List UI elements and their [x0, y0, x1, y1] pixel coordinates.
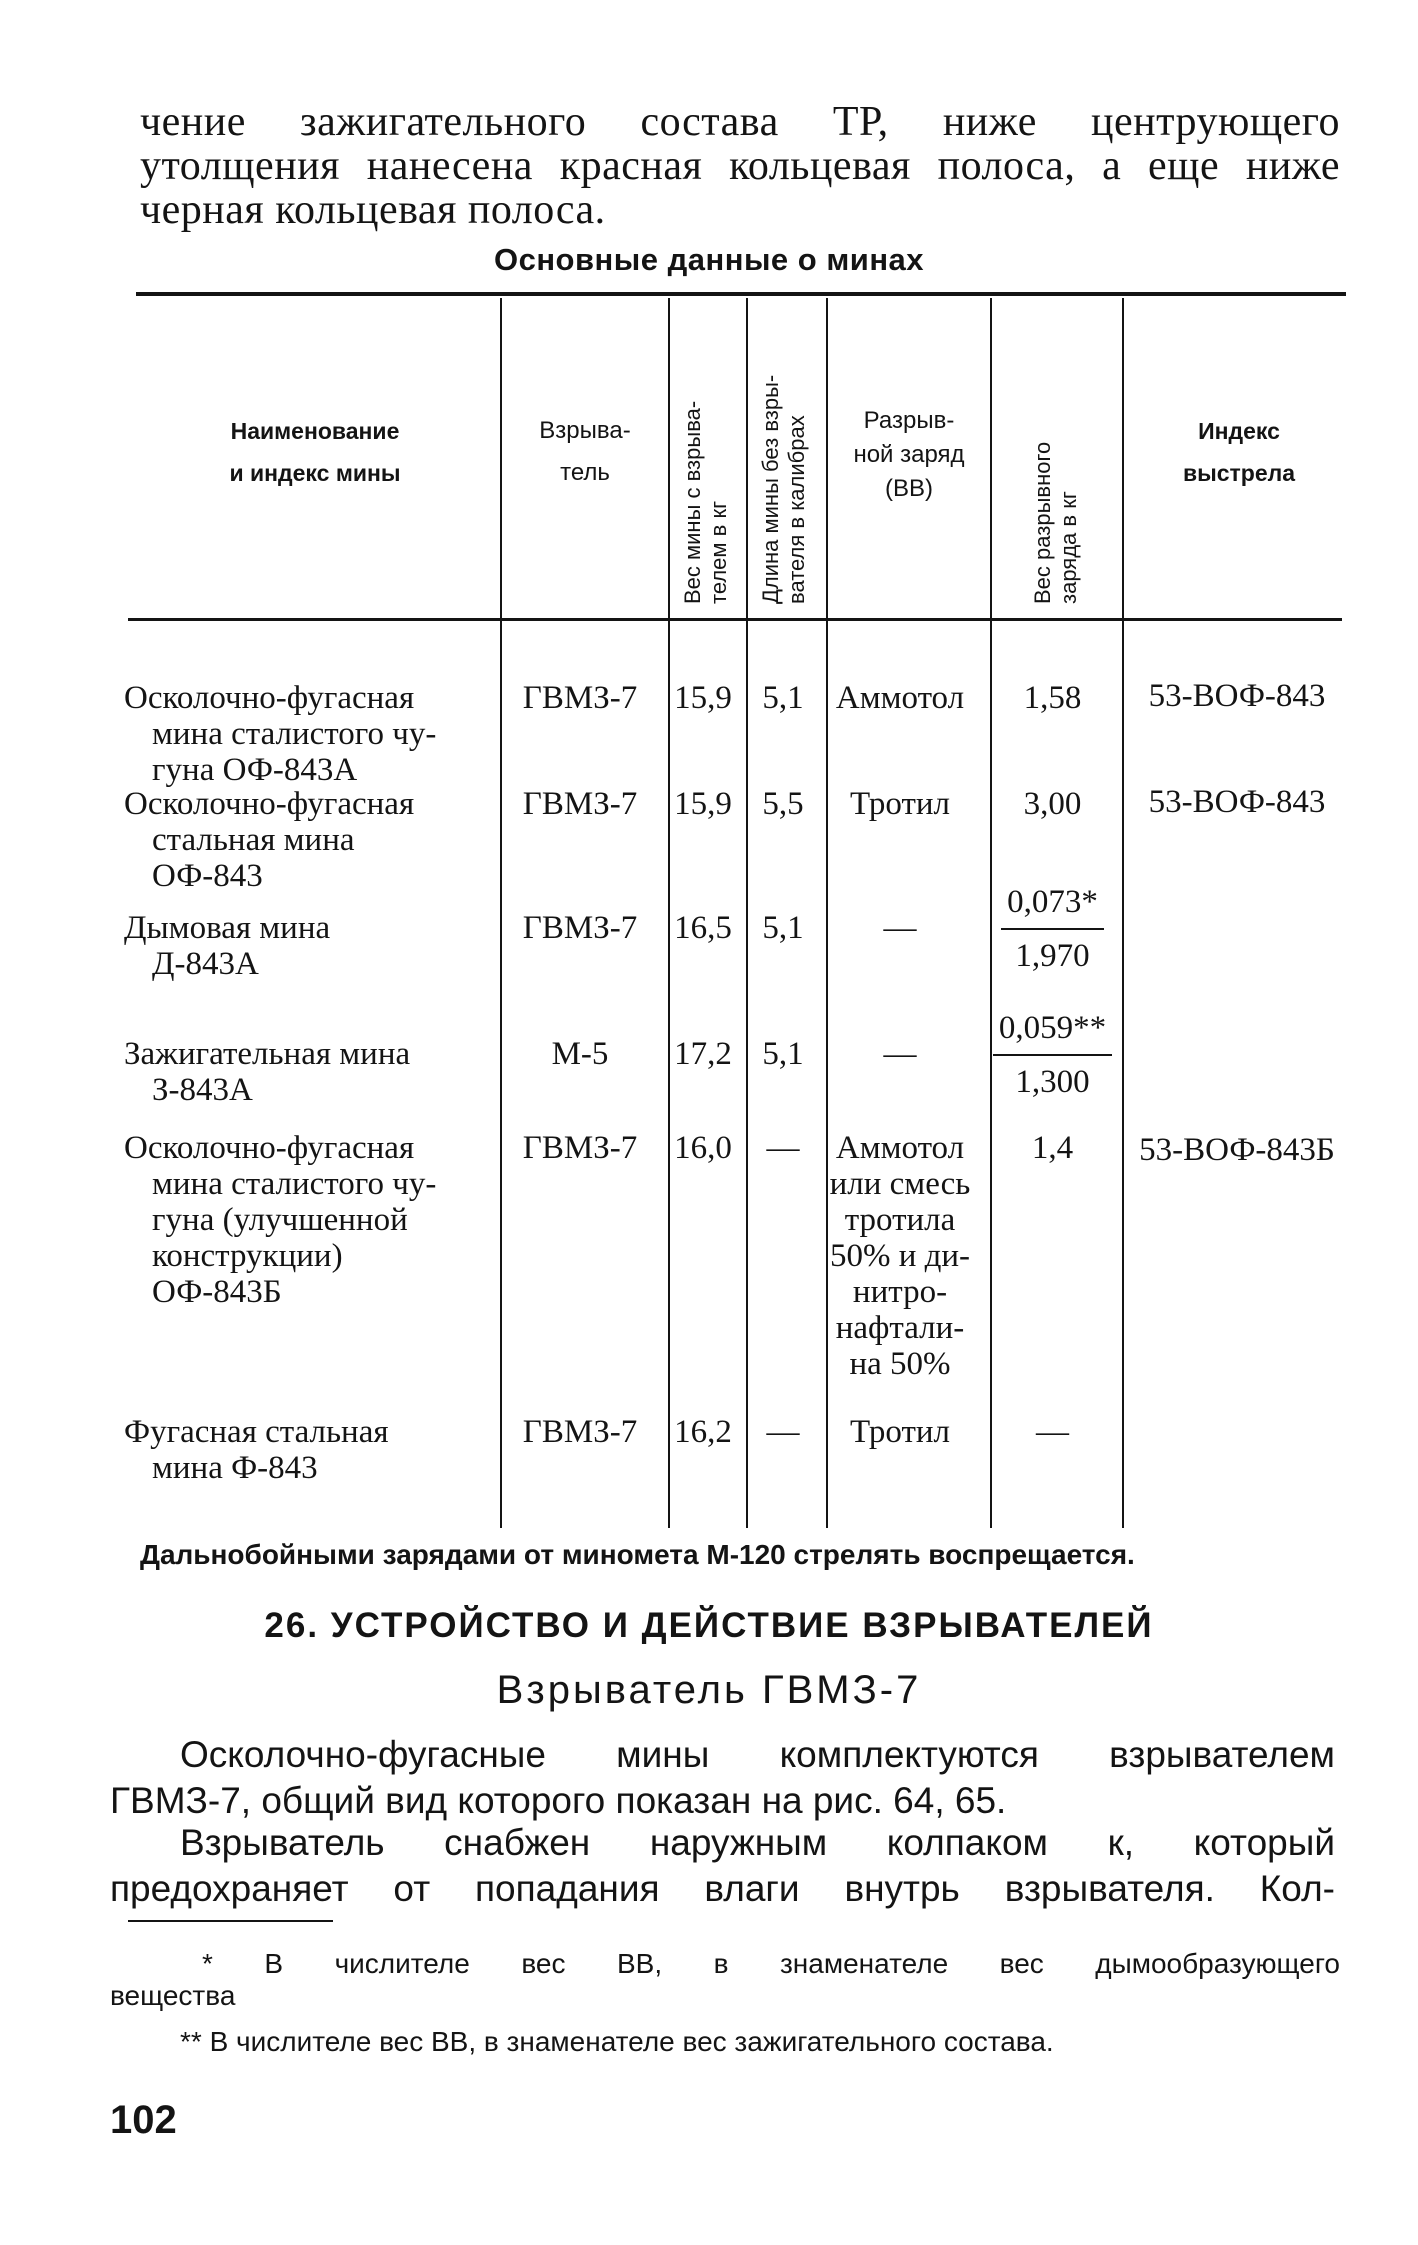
table-row-length: 5,5 [762, 786, 804, 822]
table-row-weight: 15,9 [674, 680, 732, 716]
table-row-name: Осколочно-фугасная мина сталистого чу- гуна ОФ-843А [124, 680, 437, 788]
table-row-index: 53-ВОФ-843Б [1139, 1132, 1335, 1168]
header-length: Длина мины без взры- вателя в калибрах [758, 374, 809, 604]
column-divider [500, 298, 502, 1528]
table-row-length: — [766, 1414, 800, 1450]
table-row-length: 5,1 [762, 1036, 804, 1072]
header-index: Индекс выстрела [1182, 418, 1296, 486]
table-row-weight: 15,9 [674, 786, 732, 822]
table-header-rule [128, 618, 1342, 621]
table-row-index: 53-ВОФ-843 [1148, 678, 1326, 714]
header-charge: Разрыв- ной заряд (ВВ) [853, 407, 965, 502]
table-row-name: Дымовая мина Д-843А [124, 910, 331, 982]
table-row-charge: Аммотол [835, 680, 965, 716]
intro-line: чение зажигательного состава ТР, ниже центрующего [140, 99, 1340, 145]
table-row-charge: — [883, 910, 917, 946]
table-row-name: Осколочно-фугасная мина сталистого чу- гуна (улучшенной конструкции) ОФ-843Б [124, 1130, 437, 1310]
table-row-charge-weight: — [1036, 1414, 1069, 1450]
table-row-fuze: ГВМЗ-7 [522, 910, 638, 946]
table-row-weight: 16,2 [674, 1414, 732, 1450]
table-row-charge-weight [990, 1010, 1115, 1100]
table-row-length: 5,1 [762, 910, 804, 946]
section-title: 26. УСТРОЙСТВО И ДЕЙСТВИЕ ВЗРЫВАТЕЛЕЙ [264, 1606, 1154, 1645]
fraction: $\frac{0,059**}{1,300}$ [993, 1010, 1112, 1100]
table-row-weight: 16,0 [674, 1130, 732, 1166]
table-row-charge-weight: 1,58 [1023, 680, 1082, 716]
footnote-rule [128, 1920, 333, 1922]
table-note: Дальнобойными зарядами от миномета М-120 стрелять воспрещается. [140, 1539, 1135, 1570]
table-row-charge: Тротил [849, 1414, 950, 1450]
table-row-fuze: ГВМЗ-7 [522, 680, 638, 716]
table-title: Основные данные о минах [493, 242, 925, 277]
intro-line: черная кольцевая полоса. [140, 187, 606, 233]
table-row-name: Фугасная стальная мина Ф-843 [124, 1414, 389, 1486]
table-row-name: Зажигательная мина З-843А [124, 1036, 411, 1108]
paragraph: Осколочно-фугасные мины комплектуются взрывателем ГВМЗ-7, общий вид которого показан на рис. 64, 65. [110, 1734, 1335, 1821]
header-charge-weight: Вес разрывного заряда в кг [1030, 441, 1081, 604]
table-row-charge: Аммотол или смесь тротила 50% и ди- нитро- нафтали- на 50% [829, 1130, 971, 1382]
table-row-charge-weight: 1,4 [1031, 1130, 1074, 1166]
header-name: Наименование и индекс мины [229, 418, 401, 486]
header-weight: Вес мины с взрыва- телем в кг [680, 400, 731, 604]
table-row-fuze: ГВМЗ-7 [522, 1414, 638, 1450]
table-row-fuze: ГВМЗ-7 [522, 786, 638, 822]
page-number: 102 [110, 2098, 177, 2142]
footnote: ** В числителе вес ВВ, в знаменателе вес зажигательного состава. [180, 2026, 1054, 2057]
table-row-length: — [766, 1130, 800, 1166]
table-row-name: Осколочно-фугасная стальная мина ОФ-843 [124, 786, 415, 894]
table-row-charge: Тротил [849, 786, 950, 822]
table-row-weight: 17,2 [674, 1036, 732, 1072]
fraction: $\frac{0,073*}{1,970}$ [1001, 884, 1104, 974]
intro-line: утолщения нанесена красная кольцевая полоса, а еще ниже [140, 143, 1340, 189]
table-row-fuze: ГВМЗ-7 [522, 1130, 638, 1166]
table-row-charge-weight: 3,00 [1023, 786, 1082, 822]
subsection-title: Взрыватель ГВМЗ-7 [496, 1668, 922, 1712]
table-row-weight: 16,5 [674, 910, 732, 946]
table-row-length: 5,1 [762, 680, 804, 716]
table-row-charge-weight [990, 884, 1115, 974]
table-row-index: 53-ВОФ-843 [1148, 784, 1326, 820]
column-divider [1122, 298, 1124, 1528]
intro-paragraph [140, 100, 1340, 232]
footnote: * В числителе вес ВВ, в знаменателе вес дымообразующего вещества [110, 1948, 1340, 2011]
table-top-rule [136, 292, 1346, 296]
header-fuze: Взрыва- тель [539, 417, 631, 486]
table-row-charge: — [883, 1036, 917, 1072]
paragraph: Взрыватель снабжен наружным колпаком к, который предохраняет от попадания влаги внутрь взрывателя. Кол- [110, 1822, 1335, 1909]
table-row-fuze: М-5 [551, 1036, 609, 1072]
